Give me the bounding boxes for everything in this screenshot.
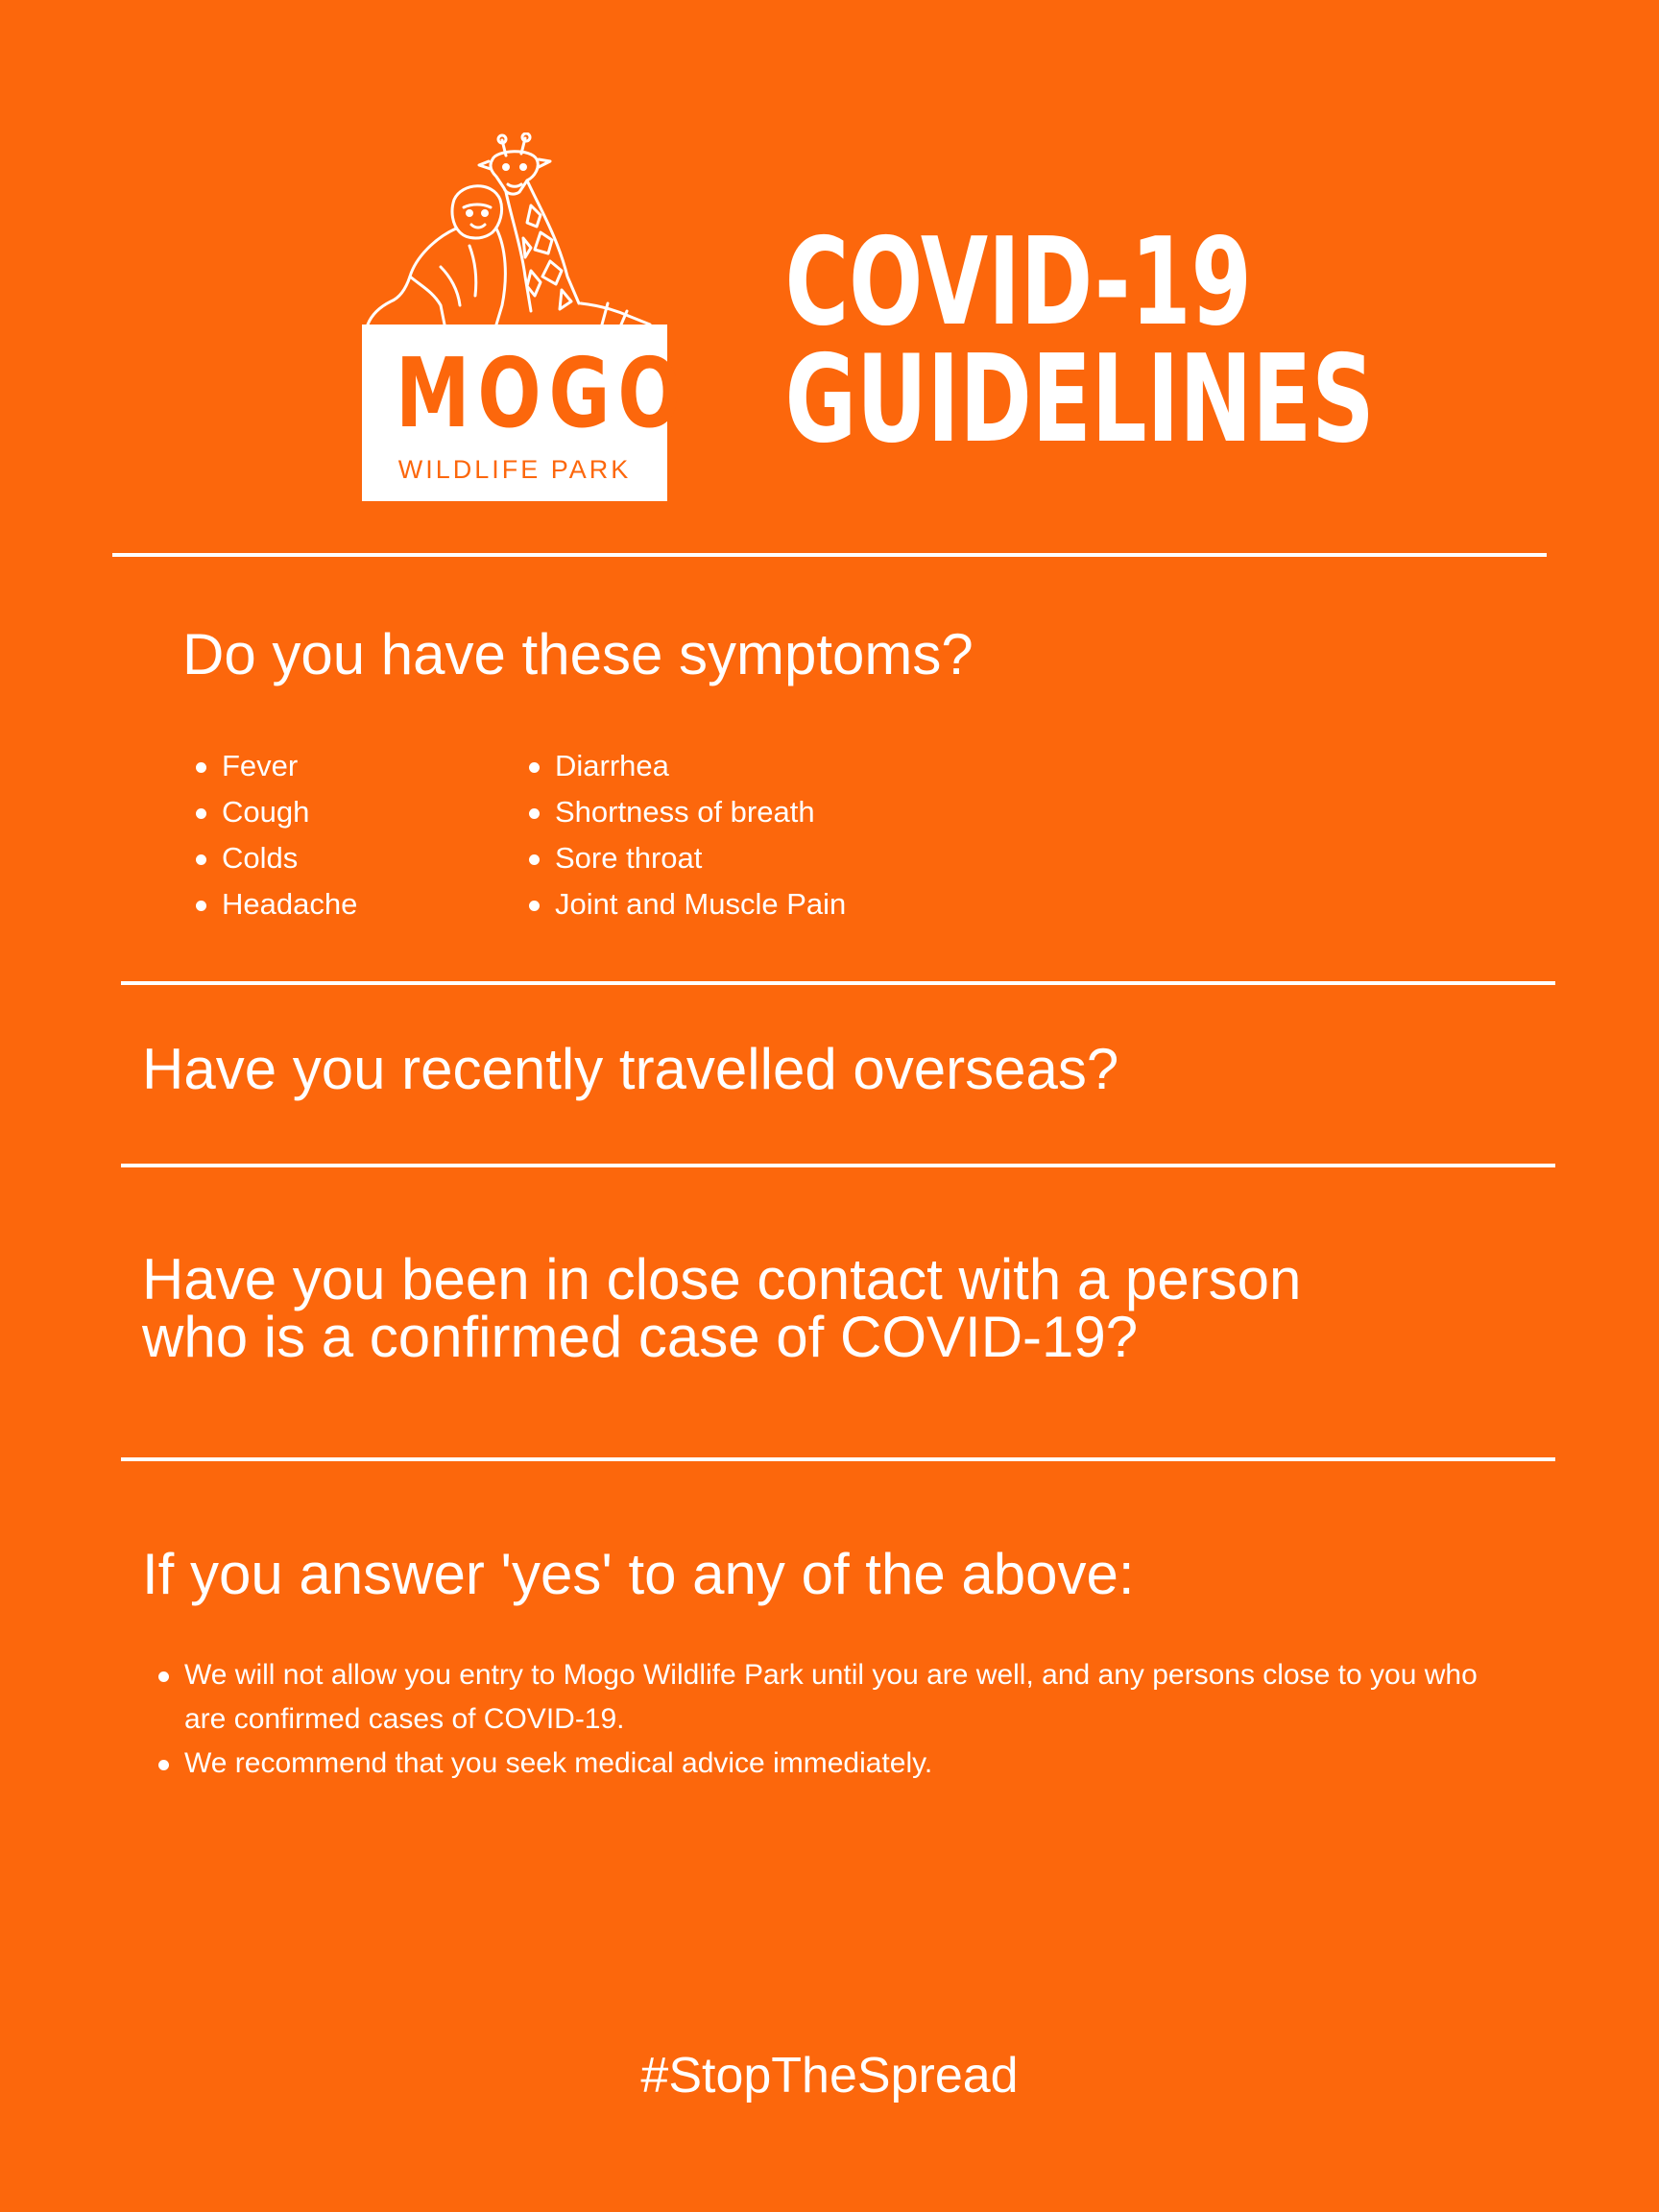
page-title — [699, 211, 1375, 469]
symptoms-list-right — [526, 743, 846, 927]
divider — [121, 981, 1555, 985]
answer-heading: If you answer 'yes' to any of the above: — [142, 1542, 1135, 1606]
title-line-1: COVID-19 — [784, 211, 1252, 352]
divider — [121, 1457, 1555, 1461]
hashtag: #StopTheSpread — [640, 2048, 1019, 2104]
divider — [112, 553, 1547, 557]
advice-list — [154, 1653, 1479, 1786]
list-item: Cough — [193, 789, 357, 835]
travel-heading: Have you recently travelled overseas? — [142, 1037, 1119, 1101]
list-item: We recommend that you seek medical advice immediately. — [154, 1742, 1479, 1786]
list-item: Headache — [193, 881, 357, 927]
logo-badge — [362, 325, 689, 501]
list-item: Fever — [193, 743, 357, 789]
mogo-logo — [362, 132, 689, 501]
title-line-2: GUIDELINES — [784, 328, 1375, 469]
contact-heading-line-2: who is a confirmed case of COVID-19? — [142, 1305, 1139, 1369]
list-item: Joint and Muscle Pain — [526, 881, 846, 927]
list-item: Diarrhea — [526, 743, 846, 789]
divider — [121, 1164, 1555, 1167]
gorilla-giraffe-icon — [362, 132, 667, 325]
list-item: We will not allow you entry to Mogo Wildlife Park until you are well, and any persons close to you who are confirmed cases of COVID-19. — [154, 1653, 1479, 1742]
logo-brand-text: MOGO — [395, 337, 689, 449]
symptoms-heading: Do you have these symptoms? — [182, 622, 974, 686]
list-item: Sore throat — [526, 835, 846, 881]
list-item: Colds — [193, 835, 357, 881]
list-item: Shortness of breath — [526, 789, 846, 835]
logo-subtitle: WILDLIFE PARK — [397, 455, 632, 484]
contact-heading — [142, 1247, 1563, 1369]
contact-heading-line-1: Have you been in close contact with a person — [142, 1247, 1302, 1311]
symptoms-list-left — [193, 743, 357, 927]
